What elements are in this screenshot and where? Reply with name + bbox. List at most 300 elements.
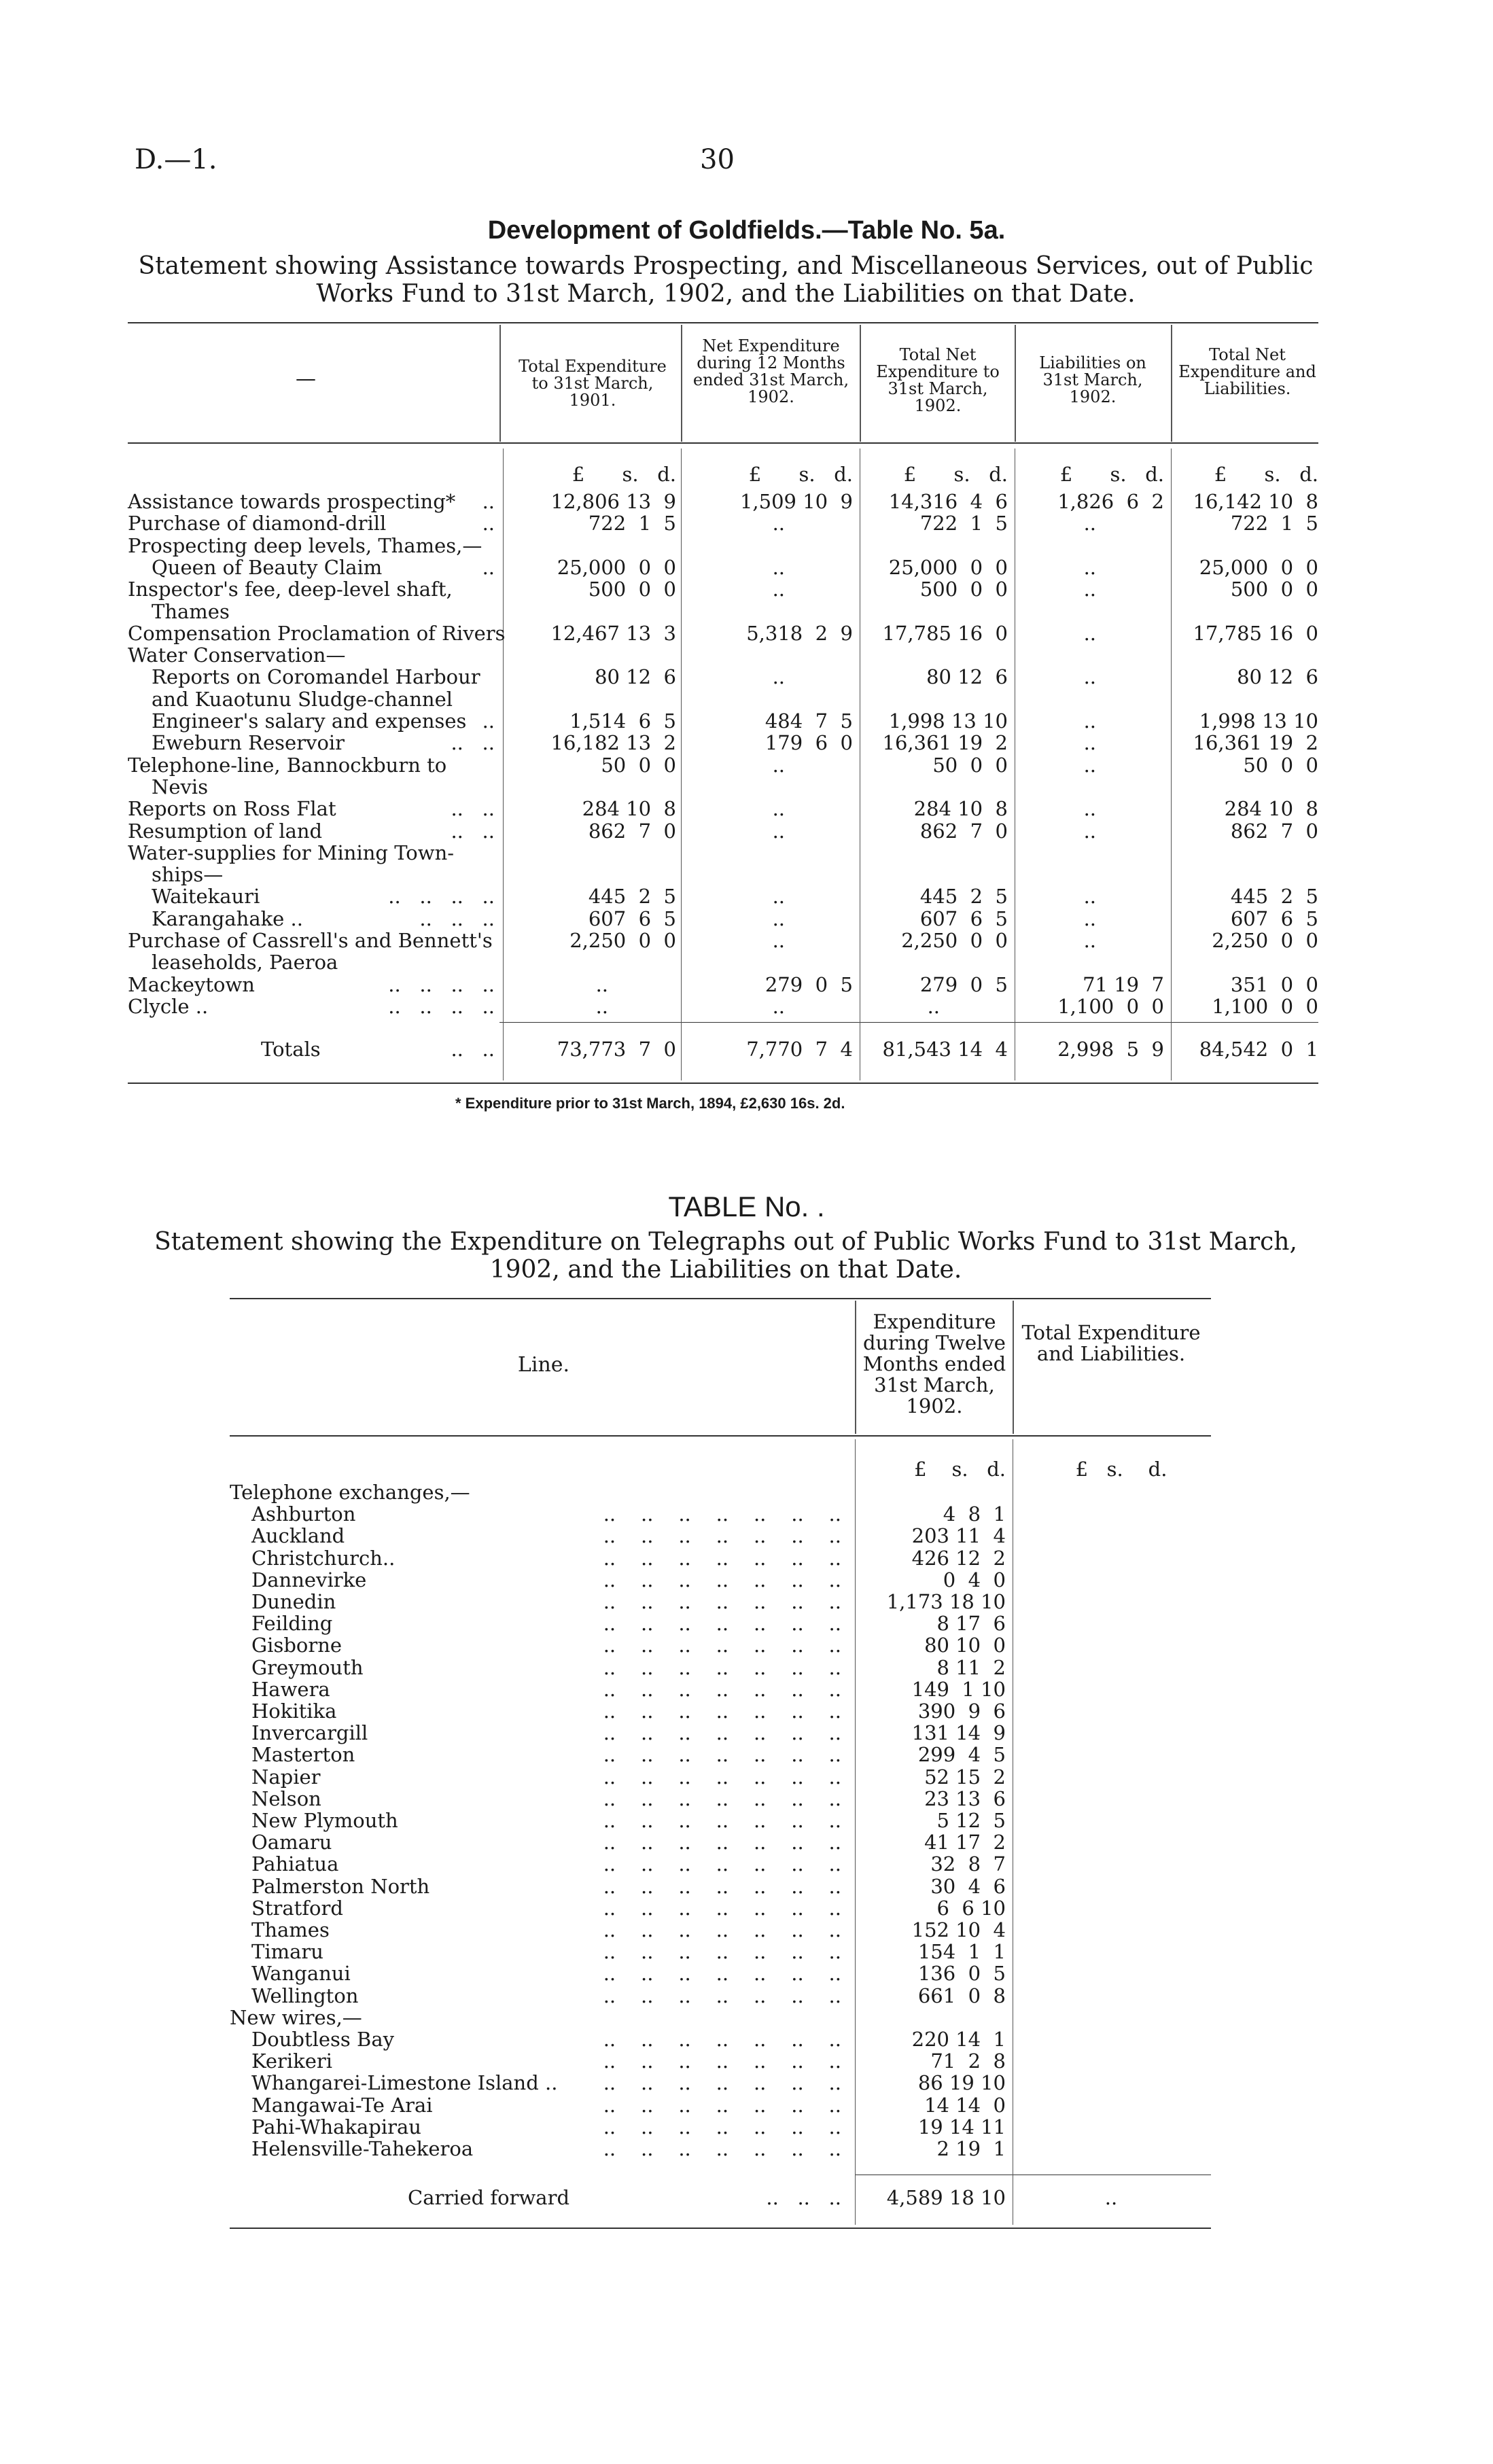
table2-subtitle: Statement showing the Expenditure on Telegraphs out of Public Works Fund to 31st March, 1902, and the Liabilities on that Date. bbox=[154, 1228, 1297, 1284]
table-row bbox=[230, 1744, 1211, 1765]
leader-dots: .. .. .. .. .. .. .. bbox=[603, 1852, 841, 1876]
amount-cell: .. bbox=[772, 885, 785, 909]
amount-cell: .. bbox=[1083, 665, 1096, 689]
table-row bbox=[230, 2138, 1211, 2160]
amount-cell: 2,250 0 0 bbox=[901, 929, 1008, 952]
unit-heading: £ s. d. bbox=[903, 463, 1008, 486]
row-label: Stratford bbox=[251, 1896, 343, 1920]
table-row bbox=[128, 512, 1318, 534]
table-row bbox=[128, 688, 1318, 710]
table-row bbox=[128, 798, 1318, 820]
unit-heading: £ s. d. bbox=[1214, 463, 1318, 486]
amount-cell: .. bbox=[772, 578, 785, 601]
row-label: Water-supplies for Mining Town- bbox=[128, 841, 455, 864]
amount-cell: 2,250 0 0 bbox=[569, 929, 676, 952]
table-row bbox=[230, 1503, 1211, 1525]
amount-cell: 25,000 0 0 bbox=[557, 555, 676, 579]
row-label: Invercargill bbox=[251, 1721, 368, 1745]
table1-divider bbox=[681, 325, 682, 442]
total-cell: .. bbox=[1104, 2186, 1118, 2209]
row-label: Reports on Ross Flat bbox=[128, 797, 336, 821]
table1-top-rule bbox=[128, 322, 1318, 323]
table-row bbox=[230, 1831, 1211, 1853]
row-label: Thames bbox=[251, 1918, 330, 1941]
table-row bbox=[230, 1919, 1211, 1941]
leader-dots: .. .. .. .. .. .. .. bbox=[603, 1918, 841, 1941]
table-row bbox=[230, 1547, 1211, 1569]
leader-dots: .. .. .. bbox=[419, 907, 495, 930]
row-label: Auckland bbox=[251, 1524, 345, 1548]
amount-cell: 71 2 8 bbox=[930, 2049, 1006, 2073]
amount-cell: 862 7 0 bbox=[1230, 819, 1318, 843]
row-label: Doubtless Bay bbox=[251, 2028, 395, 2051]
amount-cell: 16,361 19 2 bbox=[1193, 731, 1318, 755]
amount-cell: .. bbox=[1083, 731, 1096, 755]
row-label: Kerikeri bbox=[251, 2049, 333, 2073]
table-row bbox=[128, 578, 1318, 600]
row-label: Reports on Coromandel Harbour bbox=[152, 665, 480, 689]
amount-cell: 80 12 6 bbox=[1237, 665, 1318, 689]
table-row bbox=[128, 776, 1318, 798]
amount-cell: 17,785 16 0 bbox=[882, 621, 1008, 645]
row-label: Totals bbox=[261, 1038, 321, 1061]
leader-dots: .. .. .. .. .. .. .. bbox=[603, 1962, 841, 1986]
amount-cell: 12,806 13 9 bbox=[550, 490, 676, 513]
table-row bbox=[230, 1525, 1211, 1547]
row-label: Purchase of diamond-drill bbox=[128, 512, 387, 535]
amount-cell: 14,316 4 6 bbox=[888, 490, 1008, 513]
amount-cell: 84,542 0 1 bbox=[1199, 1038, 1318, 1061]
leader-dots: .. .. .. .. .. .. .. bbox=[603, 1787, 841, 1810]
table-row bbox=[230, 1678, 1211, 1700]
amount-cell: 154 1 1 bbox=[917, 1940, 1006, 1964]
table-row bbox=[230, 1722, 1211, 1744]
amount-cell: 722 1 5 bbox=[1230, 512, 1318, 535]
amount-cell: 722 1 5 bbox=[588, 512, 676, 535]
table-row bbox=[230, 1876, 1211, 1897]
table-row bbox=[128, 864, 1318, 885]
row-label: Carried forward bbox=[408, 2186, 570, 2209]
leader-dots: .. .. .. .. .. .. .. bbox=[603, 1743, 841, 1767]
amount-cell: 7,770 7 4 bbox=[746, 1038, 853, 1061]
amount-cell: 136 0 5 bbox=[917, 1962, 1006, 1986]
leader-dots: .. .. .. .. .. .. .. bbox=[603, 1612, 841, 1636]
table-row bbox=[128, 754, 1318, 776]
leader-dots: .. bbox=[482, 555, 495, 579]
row-label: Hawera bbox=[251, 1677, 330, 1701]
amount-cell: 131 14 9 bbox=[911, 1721, 1006, 1745]
row-label: Timaru bbox=[251, 1940, 323, 1964]
table2-top-rule bbox=[230, 1298, 1211, 1299]
table-row bbox=[128, 557, 1318, 578]
amount-cell: .. bbox=[1083, 907, 1096, 930]
row-label: Dunedin bbox=[251, 1590, 336, 1613]
table-row bbox=[230, 2050, 1211, 2072]
table-row bbox=[230, 1897, 1211, 1919]
table-row bbox=[230, 1657, 1211, 1678]
amount-cell: 17,785 16 0 bbox=[1193, 621, 1318, 645]
amount-cell: 203 11 4 bbox=[911, 1524, 1006, 1548]
table-row bbox=[230, 1985, 1211, 2007]
table-row bbox=[230, 2028, 1211, 2050]
table-row bbox=[230, 1766, 1211, 1788]
leader-dots: .. .. bbox=[451, 1038, 495, 1061]
leader-dots: .. .. .. .. .. .. .. bbox=[603, 2049, 841, 2073]
amount-cell: 220 14 1 bbox=[911, 2028, 1006, 2051]
row-label: Wellington bbox=[251, 1984, 359, 2007]
row-label: Engineer's salary and expenses bbox=[152, 709, 467, 733]
amount-cell: 279 0 5 bbox=[765, 972, 853, 996]
table-row bbox=[128, 974, 1318, 996]
row-label: Palmerston North bbox=[251, 1874, 430, 1898]
leader-dots: .. .. .. .. .. .. .. bbox=[603, 2093, 841, 2117]
amount-cell: .. bbox=[1083, 929, 1096, 952]
amount-cell: 862 7 0 bbox=[919, 819, 1008, 843]
leader-dots: .. .. .. .. .. .. .. bbox=[603, 1831, 841, 1854]
table-row bbox=[128, 666, 1318, 688]
amount-cell: .. bbox=[772, 819, 785, 843]
amount-cell: .. bbox=[1083, 885, 1096, 909]
table-row bbox=[230, 1481, 1211, 1503]
col-header-description: — bbox=[296, 367, 316, 391]
amount-cell: .. bbox=[595, 972, 608, 996]
amount-cell: 426 12 2 bbox=[911, 1546, 1006, 1570]
amount-cell: 445 2 5 bbox=[1230, 885, 1318, 909]
row-label: and Kuaotunu Sludge-channel bbox=[152, 687, 453, 711]
amount-cell: 1,826 6 2 bbox=[1057, 490, 1164, 513]
leader-dots: .. .. .. .. .. .. .. bbox=[603, 1524, 841, 1548]
leader-dots: .. .. .. .. .. .. .. bbox=[603, 2028, 841, 2051]
amount-cell: .. bbox=[595, 994, 608, 1018]
row-label: Wanganui bbox=[251, 1962, 351, 1986]
amount-cell: .. bbox=[1083, 709, 1096, 733]
amount-cell: .. bbox=[772, 665, 785, 689]
col-header-total-exp-liab: Total Expenditure and Liabilities. bbox=[1021, 1321, 1201, 1365]
amount-cell: .. bbox=[1083, 797, 1096, 821]
leader-dots: .. .. .. .. bbox=[388, 972, 495, 996]
amount-cell: 12,467 13 3 bbox=[550, 621, 676, 645]
table1-divider bbox=[1015, 325, 1016, 442]
amount-cell: 8 17 6 bbox=[936, 1612, 1006, 1636]
amount-cell: 722 1 5 bbox=[919, 512, 1008, 535]
amount-cell: .. bbox=[1083, 819, 1096, 843]
row-label: Waitekauri bbox=[152, 885, 260, 909]
amount-cell: 0 4 0 bbox=[943, 1568, 1006, 1591]
row-label: Pahi-Whakapirau bbox=[251, 2115, 421, 2139]
table-row bbox=[128, 930, 1318, 951]
leader-dots: .. bbox=[482, 490, 495, 513]
table1-footnote: * Expenditure prior to 31st March, 1894, £2,630 16s. 2d. bbox=[455, 1095, 845, 1112]
amount-cell: 81,543 14 4 bbox=[882, 1038, 1008, 1061]
row-label: Water Conservation— bbox=[128, 644, 346, 667]
amount-cell: 484 7 5 bbox=[765, 709, 853, 733]
leader-dots: .. .. .. .. .. .. .. bbox=[603, 1874, 841, 1898]
table1-bottom-rule bbox=[128, 1083, 1318, 1084]
page-reference: D.—1. bbox=[135, 144, 217, 175]
table-row bbox=[230, 1634, 1211, 1656]
row-label: Thames bbox=[152, 599, 230, 623]
row-label: Mangawai-Te Arai bbox=[251, 2093, 433, 2117]
amount-cell: 16,142 10 8 bbox=[1193, 490, 1318, 513]
table-row bbox=[230, 1963, 1211, 1984]
table-row bbox=[128, 622, 1318, 644]
amount-cell: 25,000 0 0 bbox=[1199, 555, 1318, 579]
table1-totals-rule bbox=[499, 1022, 1318, 1023]
amount-cell: 32 8 7 bbox=[930, 1852, 1006, 1876]
table-row bbox=[230, 1569, 1211, 1591]
row-label: Compensation Proclamation of Rivers bbox=[128, 621, 506, 645]
amount-cell: 149 1 10 bbox=[911, 1677, 1006, 1701]
amount-cell: 23 13 6 bbox=[924, 1787, 1006, 1810]
amount-cell: .. bbox=[1083, 753, 1096, 777]
table-row bbox=[230, 1853, 1211, 1875]
amount-cell: 50 0 0 bbox=[1243, 753, 1318, 777]
row-label: Resumption of land bbox=[128, 819, 323, 843]
table-row bbox=[128, 908, 1318, 930]
amount-cell: 500 0 0 bbox=[919, 578, 1008, 601]
amount-cell: 41 17 2 bbox=[924, 1831, 1006, 1854]
leader-dots: .. .. .. .. .. .. .. bbox=[603, 1568, 841, 1591]
leader-dots: .. .. .. .. .. .. .. bbox=[603, 2071, 841, 2095]
amount-cell: 351 0 0 bbox=[1230, 972, 1318, 996]
table-row bbox=[128, 842, 1318, 864]
amount-cell: 299 4 5 bbox=[917, 1743, 1006, 1767]
table-row bbox=[230, 1700, 1211, 1722]
row-label: Inspector's fee, deep-level shaft, bbox=[128, 578, 453, 601]
leader-dots: .. bbox=[482, 709, 495, 733]
amount-cell: .. bbox=[772, 555, 785, 579]
table-row bbox=[128, 732, 1318, 754]
amount-cell: 52 15 2 bbox=[924, 1765, 1006, 1789]
row-label: Queen of Beauty Claim bbox=[152, 555, 383, 579]
leader-dots: .. .. .. bbox=[766, 2186, 841, 2209]
row-label: Eweburn Reservoir bbox=[152, 731, 345, 755]
amount-cell: 152 10 4 bbox=[911, 1918, 1006, 1941]
col-header-line: Line. bbox=[517, 1353, 570, 1377]
row-label: Purchase of Cassrell's and Bennett's bbox=[128, 929, 493, 952]
table-row bbox=[230, 1941, 1211, 1963]
amount-cell: 2,250 0 0 bbox=[1212, 929, 1318, 952]
row-label: Nelson bbox=[251, 1787, 321, 1810]
table-row bbox=[128, 996, 1318, 1017]
row-label: Nevis bbox=[152, 775, 209, 798]
leader-dots: .. .. .. .. .. .. .. bbox=[603, 1700, 841, 1723]
table-row bbox=[230, 1613, 1211, 1634]
row-label: Feilding bbox=[251, 1612, 333, 1636]
leader-dots: .. .. .. .. .. .. .. bbox=[603, 1809, 841, 1832]
amount-cell: .. bbox=[772, 797, 785, 821]
table1-divider bbox=[1171, 325, 1172, 442]
leader-dots: .. .. .. .. .. .. .. bbox=[603, 2137, 841, 2160]
row-label: Oamaru bbox=[251, 1831, 332, 1854]
leader-dots: .. .. bbox=[451, 731, 495, 755]
row-label: Ashburton bbox=[251, 1502, 356, 1526]
row-label: Mackeytown bbox=[128, 972, 255, 996]
row-label: Gisborne bbox=[251, 1634, 342, 1657]
amount-cell: 1,173 18 10 bbox=[886, 1590, 1006, 1613]
col-header-exp-12m: Expenditure during Twelve Months ended 31st March, 1902. bbox=[862, 1310, 1006, 1418]
table-row bbox=[128, 491, 1318, 512]
amount-cell: 284 10 8 bbox=[1224, 797, 1318, 821]
col-header-total-net-exp-liab: Total Net Expenditure and Liabilities. bbox=[1178, 345, 1316, 398]
amount-cell: 390 9 6 bbox=[917, 1700, 1006, 1723]
amount-cell: 500 0 0 bbox=[588, 578, 676, 601]
amount-cell: 2 19 1 bbox=[936, 2137, 1006, 2160]
row-label: ships— bbox=[152, 863, 224, 887]
row-label: leaseholds, Paeroa bbox=[152, 951, 338, 974]
amount-cell: 1,100 0 0 bbox=[1212, 994, 1318, 1018]
amount-cell: 4,589 18 10 bbox=[886, 2186, 1006, 2209]
unit-heading: £ s. d. bbox=[572, 463, 676, 486]
row-label: Greymouth bbox=[251, 1655, 364, 1679]
unit-heading: £ s. d. bbox=[1075, 1458, 1167, 1481]
amount-cell: 25,000 0 0 bbox=[888, 555, 1008, 579]
amount-cell: 445 2 5 bbox=[919, 885, 1008, 909]
amount-cell: 50 0 0 bbox=[932, 753, 1008, 777]
amount-cell: 1,100 0 0 bbox=[1057, 994, 1164, 1018]
amount-cell: .. bbox=[772, 753, 785, 777]
amount-cell: 284 10 8 bbox=[582, 797, 676, 821]
unit-heading: £ s. d. bbox=[1059, 463, 1164, 486]
amount-cell: .. bbox=[772, 512, 785, 535]
table-row bbox=[128, 644, 1318, 666]
table2-title: TABLE No. . bbox=[668, 1191, 825, 1222]
amount-cell: 279 0 5 bbox=[919, 972, 1008, 996]
amount-cell: 71 19 7 bbox=[1083, 972, 1164, 996]
leader-dots: .. .. .. .. .. .. .. bbox=[603, 1546, 841, 1570]
row-label: Telephone-line, Bannockburn to bbox=[128, 753, 447, 777]
amount-cell: 2,998 5 9 bbox=[1057, 1038, 1164, 1061]
amount-cell: .. bbox=[772, 907, 785, 930]
amount-cell: 14 14 0 bbox=[924, 2093, 1006, 2117]
amount-cell: 16,182 13 2 bbox=[550, 731, 676, 755]
leader-dots: .. .. .. .. .. .. .. bbox=[603, 1721, 841, 1745]
table-row bbox=[128, 710, 1318, 732]
leader-dots: .. .. .. .. .. .. .. bbox=[603, 1634, 841, 1657]
amount-cell: 16,361 19 2 bbox=[882, 731, 1008, 755]
amount-cell: 1,998 13 10 bbox=[1199, 709, 1318, 733]
amount-cell: 1,514 6 5 bbox=[569, 709, 676, 733]
amount-cell: 5 12 5 bbox=[936, 1809, 1006, 1832]
amount-cell: 8 11 2 bbox=[936, 1655, 1006, 1679]
amount-cell: 73,773 7 0 bbox=[557, 1038, 676, 1061]
row-label: Napier bbox=[251, 1765, 321, 1789]
amount-cell: 500 0 0 bbox=[1230, 578, 1318, 601]
leader-dots: .. .. .. .. bbox=[388, 994, 495, 1018]
row-label: New Plymouth bbox=[251, 1809, 398, 1832]
row-label: Whangarei-Limestone Island .. bbox=[251, 2071, 558, 2095]
unit-heading: £ s. d. bbox=[914, 1458, 1006, 1481]
table-row bbox=[128, 535, 1318, 557]
leader-dots: .. bbox=[482, 512, 495, 535]
leader-dots: .. .. .. .. bbox=[388, 885, 495, 909]
amount-cell: 1,509 10 9 bbox=[739, 490, 853, 513]
leader-dots: .. .. bbox=[451, 797, 495, 821]
amount-cell: 4 8 1 bbox=[943, 1502, 1006, 1526]
leader-dots: .. .. .. .. .. .. .. bbox=[603, 1984, 841, 2007]
table-row bbox=[230, 2007, 1211, 2028]
row-label: Pahiatua bbox=[251, 1852, 339, 1876]
amount-cell: 50 0 0 bbox=[601, 753, 676, 777]
row-label: Assistance towards prospecting* bbox=[128, 490, 456, 513]
row-label: Dannevirke bbox=[251, 1568, 367, 1591]
col-header-total-net-exp: Total Net Expenditure to 31st March, 1902. bbox=[876, 345, 1000, 415]
row-label: Hokitika bbox=[251, 1700, 337, 1723]
page-number: 30 bbox=[700, 144, 735, 175]
amount-cell: 80 12 6 bbox=[595, 665, 676, 689]
amount-cell: .. bbox=[1083, 555, 1096, 579]
table-row bbox=[128, 885, 1318, 907]
table-row bbox=[230, 1788, 1211, 1810]
amount-cell: 6 6 10 bbox=[936, 1896, 1006, 1920]
amount-cell: 661 0 8 bbox=[917, 1984, 1006, 2007]
amount-cell: .. bbox=[772, 994, 785, 1018]
table-row bbox=[230, 1810, 1211, 1831]
leader-dots: .. .. .. .. .. .. .. bbox=[603, 1502, 841, 1526]
table1-divider bbox=[499, 325, 501, 442]
amount-cell: .. bbox=[1083, 621, 1096, 645]
amount-cell: 607 6 5 bbox=[1230, 907, 1318, 930]
amount-cell: 445 2 5 bbox=[588, 885, 676, 909]
row-label: New wires,— bbox=[230, 2005, 362, 2029]
amount-cell: .. bbox=[1083, 578, 1096, 601]
table-row bbox=[230, 2116, 1211, 2138]
amount-cell: 30 4 6 bbox=[930, 1874, 1006, 1898]
col-header-total-exp-1901: Total Expenditure to 31st March, 1901. bbox=[519, 357, 667, 410]
table2-header-rule bbox=[230, 1435, 1211, 1437]
amount-cell: 5,318 2 9 bbox=[746, 621, 853, 645]
row-label: Telephone exchanges,— bbox=[230, 1481, 470, 1504]
row-label: Masterton bbox=[251, 1743, 355, 1767]
amount-cell: 80 12 6 bbox=[926, 665, 1008, 689]
amount-cell: 19 14 11 bbox=[917, 2115, 1006, 2139]
row-label: Prospecting deep levels, Thames,— bbox=[128, 533, 482, 557]
amount-cell: .. bbox=[772, 929, 785, 952]
leader-dots: .. .. .. .. .. .. .. bbox=[603, 1940, 841, 1964]
table1-subtitle: Statement showing Assistance towards Prospecting, and Miscellaneous Services, out of Public Works Fund to 31st March, 1902, and the Liabilities on that Date. bbox=[138, 252, 1314, 308]
table-row bbox=[230, 1591, 1211, 1613]
table-row bbox=[128, 951, 1318, 973]
amount-cell: 1,998 13 10 bbox=[888, 709, 1008, 733]
col-header-net-exp-12m: Net Expenditure during 12 Months ended 31st March, 1902. bbox=[692, 336, 849, 406]
amount-cell: 80 10 0 bbox=[924, 1634, 1006, 1657]
leader-dots: .. .. .. .. .. .. .. bbox=[603, 1590, 841, 1613]
amount-cell: 284 10 8 bbox=[913, 797, 1008, 821]
leader-dots: .. .. .. .. .. .. .. bbox=[603, 1655, 841, 1679]
amount-cell: 862 7 0 bbox=[588, 819, 676, 843]
amount-cell: .. bbox=[927, 994, 940, 1018]
table2-divider bbox=[1013, 1301, 1014, 1434]
row-label: Helensville-Tahekeroa bbox=[251, 2137, 474, 2160]
amount-cell: 179 6 0 bbox=[765, 731, 853, 755]
row-label: Clycle .. bbox=[128, 994, 209, 1018]
col-header-liabilities: Liabilities on 31st March, 1902. bbox=[1039, 353, 1146, 406]
carried-forward-row bbox=[230, 2187, 1211, 2208]
table-row bbox=[230, 2094, 1211, 2116]
amount-cell: 607 6 5 bbox=[588, 907, 676, 930]
row-label: Karangahake .. bbox=[152, 907, 303, 930]
amount-cell: 86 19 10 bbox=[917, 2071, 1006, 2095]
table1-totals-row bbox=[128, 1038, 1318, 1060]
leader-dots: .. .. bbox=[451, 819, 495, 843]
leader-dots: .. .. .. .. .. .. .. bbox=[603, 1896, 841, 1920]
amount-cell: .. bbox=[1083, 512, 1096, 535]
row-label: Christchurch.. bbox=[251, 1546, 396, 1570]
table2-bottom-rule bbox=[230, 2228, 1211, 2229]
table-row bbox=[128, 601, 1318, 622]
leader-dots: .. .. .. .. .. .. .. bbox=[603, 2115, 841, 2139]
table-row bbox=[230, 2072, 1211, 2094]
